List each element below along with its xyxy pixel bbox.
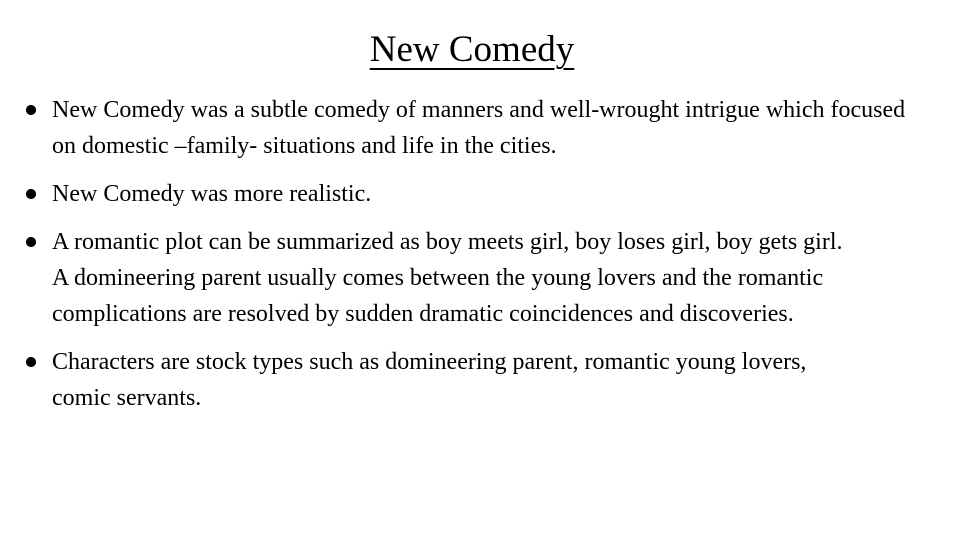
bullet-list [22, 92, 922, 428]
bullet-text: New Comedy was a subtle comedy of manners and well-wrought intrigue which focused on domestic –family- situations and life in the cities. [52, 97, 906, 159]
bullet-item [22, 176, 912, 212]
bullet-text: A romantic plot can be summarized as boy meets girl, boy loses girl, boy gets girl. A domineering parent usually comes between the young lovers and the romantic complications are resolved by sudden dramatic coincidences and discoveries. [52, 229, 843, 327]
slide-title: New Comedy [369, 29, 575, 70]
bullet-text: Characters are stock types such as domineering parent, romantic young lovers, comic servants. [52, 349, 807, 411]
bullet-text: New Comedy was more realistic. [52, 181, 372, 207]
bullet-dot-icon [26, 237, 36, 247]
bullet-item [22, 344, 812, 416]
bullet-dot-icon [26, 105, 36, 115]
bullet-dot-icon [26, 357, 36, 367]
bullet-item [22, 224, 862, 332]
bullet-dot-icon [26, 189, 36, 199]
bullet-item [22, 92, 912, 164]
